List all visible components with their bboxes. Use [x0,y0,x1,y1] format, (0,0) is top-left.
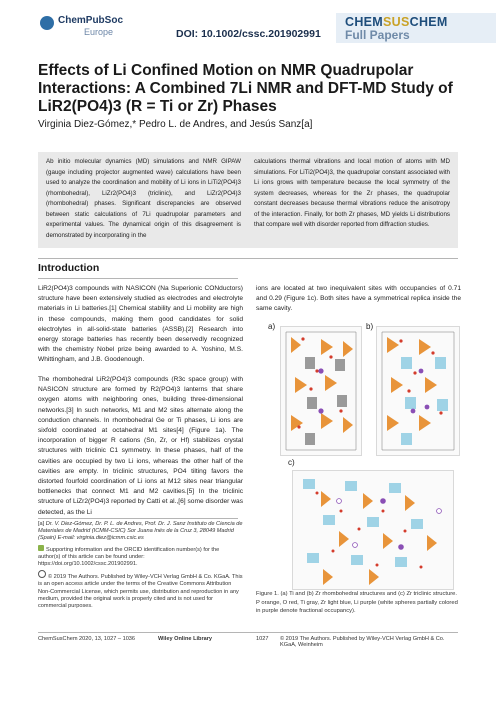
journal-name: CHEMSUSCHEM [345,15,448,29]
zr-triclinic-structure [293,471,453,589]
abstract-left-column: Ab initio molecular dynamics (MD) simulations and NMR GIPAW (gauge including projector augmented wave) calculations have been used to analyze the coordination and mobility of Li ions in LiTi2(PO4)3 (rhombohedral), LiZr2(PO4)3 (triclinic), and LiZr2(PO4)3 (rhombohedral) phases. Significant discrepancies are observed between static calculations of 7Li quadrupolar parameters and experimental values. The dynamical origin of this disagreement is demonstrated by incorporating in the [46,158,241,239]
figure-1 [268,322,460,592]
panel-label-a: a) [268,322,276,331]
figure-caption: Figure 1. (a) Ti and (b) Zr rhombohedral structures and (c) Zr triclinic structure. P orange, O red, Ti gray, Zr light blue, Li purple (white spheres partially colored in purple denote fractional occupancy). [256,591,458,614]
article-title: Effects of Li Confined Motion on NMR Quadrupolar Interactions: A Combined 7Li NMR and DFT-MD Study of LiR2(PO4)3 (R = Ti or Zr) Phases [38,62,453,115]
structure-panel-b [376,326,460,456]
supporting-info-footnote: Supporting information and the ORCID identification number(s) for the author(s) of this article can be found under: https://doi.org/10.1002/cssc.201902991. [38,546,220,568]
structure-panel-a [280,326,362,456]
intro-paragraph-3: ions are located at two inequivalent sites with occupancies of 0.71 and 0.29 (Figure 1c). Both sites have a symmetrical replica inside the same cavity. [256,285,461,313]
intro-paragraph-2: The rhombohedral LiR2(PO4)3 compounds (R3c space group) with NASICON structure are formed by R2(PO4)3 lanterns that share oxygen atoms with neighboring ones, building three-dimensional networks.[3] In such networks, M1 and M2 sites alternate along the conduction channels. In rhombohedral Ge or Ti phases, Li ions are sixfold coordinated at octahedral M1 sites[4] (Figure 1a). The incorporation of bigger R cations (Sn, Zr, or Hf) stabilizes crystal structures with triclinic C1 symmetry. In these phases, half of the cavities are occupied by two Li ions, whereas the other half of the cavities are empty. In triclinic structures, PO4 tilting favors the distorted fourfold coordination of Li ions at M12 sites near triangular bottlenecks that connect M1 and M2 cavities.[5] In the triclinic structure of LiZr2(PO4)3 reported by Catti et al.,[6] some disorder was detected, as the Li [38,376,243,516]
license-footnote: © 2019 The Authors. Published by Wiley-VCH Verlag GmbH & Co. KGaA. This is an open access article under the terms of the Creative Commons Attribution Non-Commercial License, which permits use, distribution and reproduction in any medium, provided the original work is properly cited and is not used for commercial purposes. [38,570,243,610]
chempubsoc-logo-icon [40,16,54,30]
panel-label-b: b) [366,322,374,331]
introduction-heading: Introduction [38,262,100,274]
footer-page-number: 1027 [256,636,269,642]
section-rule [38,258,458,259]
abstract [38,152,458,248]
publisher-logo [40,14,150,40]
structure-panel-c [292,470,454,590]
footer-publisher: Wiley Online Library [158,636,213,642]
logo-line2: Europe [84,27,114,37]
intro-paragraph-1: LiR2(PO4)3 compounds with NASICON (Na Superionic CONductors) structure have been extensively studied as electrodes and electrolyte materials in Li batteries.[1] Chemical stability and Li mobility are high in these compounds, making them good candidates for solid electrolytes in all-solid-state batteries (ASSB).[2] Research into energy storage batteries has recently been deservedly recognized with the chemistry Nobel prize being awarded to A. Yoshino, M.S. Whittingham, and J.B. Goodenough. [38,285,243,364]
footer-citation: ChemSusChem 2020, 13, 1027 – 1036 [38,636,136,642]
section-label: Full Papers [345,28,410,42]
orcid-icon [38,545,44,551]
zr-rhombohedral-structure [377,327,459,455]
footer-rule [38,632,458,633]
heading-rule [38,278,238,279]
abstract-right-column: calculations thermal vibrations and local motion of atoms with MD simulations. For LiTi2(PO4)3, the quadrupolar constant associated with Li ions grows with temperature because the local symmetry of the system decreases, whereas for the Zr phases, the quadrupolar constant decreases because thermal vibrations reduce the anisotropy of the interaction. Finally, for both Zr phases, MD yields Li distributions that compare well with disorder reported from diffraction studies. [254,158,450,228]
ti-rhombohedral-structure [281,327,361,455]
affiliation-footnote: [a] Dr. V. Diez-Gómez, Dr. P. L. de Andres, Prof. Dr. J. Sanz Instituto de Ciencia de Materiales de Madrid (ICMM-CSIC) Sor Juana Inés de la Cruz 3, 28049 Madrid (Spain) E-mail: virginia.diez@icmm.csic.es [38,521,243,542]
logo-line1: ChemPubSoc [58,15,124,26]
author-list: Virginia Diez-Gómez,* Pedro L. de Andres, and Jesús Sanz[a] [38,119,313,130]
doi: DOI: 10.1002/cssc.201902991 [176,28,321,40]
open-access-icon [38,570,46,578]
footnote-rule [38,518,238,519]
footer-copyright: © 2019 The Authors. Published by Wiley-VCH Verlag GmbH & Co. KGaA, Weinheim [280,636,445,648]
panel-label-c: c) [288,458,295,467]
footnotes [38,521,243,610]
